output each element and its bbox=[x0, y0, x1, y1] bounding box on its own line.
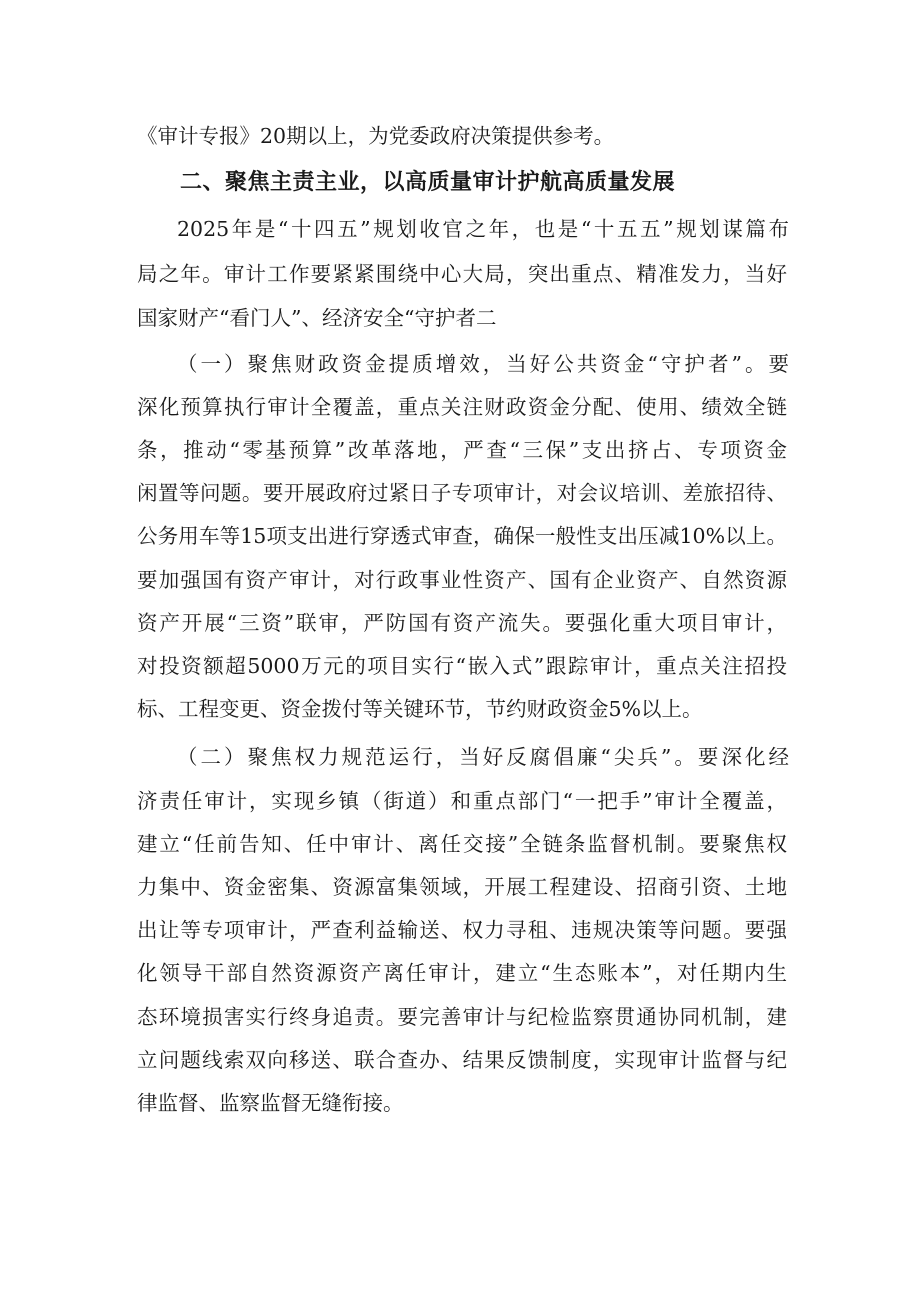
paragraph-2-line-3: 条，推动“零基预算”改革落地，严查“三保”支出挤占、专项资金 bbox=[137, 438, 787, 462]
paragraph-2-line-4: 闲置等问题。要开展政府过紧日子专项审计，对会议培训、差旅招待、 bbox=[137, 481, 787, 505]
paragraph-1-line-3: 国家财产“看门人”、经济安全“守护者二 bbox=[137, 306, 497, 330]
paragraph-3-line-7: 态环境损害实行终身追责。要完善审计与纪检监察贯通协同机制，建 bbox=[137, 1005, 787, 1029]
section-heading: 二、聚焦主责主业，以高质量审计护航高质量发展 bbox=[180, 170, 676, 195]
paragraph-3-line-8: 立问题线索双向移送、联合查办、结果反馈制度，实现审计监督与纪 bbox=[137, 1048, 787, 1072]
paragraph-2-line-1: （一）聚焦财政资金提质增效，当好公共资金“守护者”。要 bbox=[177, 352, 789, 376]
paragraph-2-line-6: 要加强国有资产审计，对行政事业性资产、国有企业资产、自然资源 bbox=[137, 568, 787, 592]
paragraph-1-line-1: 2025年是“十四五”规划收官之年，也是“十五五”规划谋篇布 bbox=[177, 217, 789, 241]
paragraph-3-line-3: 建立“任前告知、任中审计、离任交接”全链条监督机制。要聚焦权 bbox=[137, 832, 787, 856]
paragraph-2-line-7: 资产开展“三资”联审，严防国有资产流失。要强化重大项目审计， bbox=[137, 611, 787, 635]
paragraph-3-line-1: （二）聚焦权力规范运行，当好反腐倡廉“尖兵”。要深化经 bbox=[177, 745, 789, 769]
paragraph-2-line-5: 公务用车等15项支出进行穿透式审查，确保一般性支出压减10%以上。 bbox=[137, 524, 787, 548]
paragraph-3-line-4: 力集中、资金密集、资源富集领域，开展工程建设、招商引资、土地 bbox=[137, 875, 787, 899]
paragraph-2-line-8: 对投资额超5000万元的项目实行“嵌入式”跟踪审计，重点关注招投 bbox=[137, 654, 787, 678]
intro-tail-line: 《审计专报》20期以上，为党委政府决策提供参考。 bbox=[137, 124, 615, 148]
paragraph-3-line-2: 济责任审计，实现乡镇（街道）和重点部门“一把手”审计全覆盖， bbox=[137, 789, 787, 813]
paragraph-2-line-9: 标、工程变更、资金拨付等关键环节，节约财政资金5%以上。 bbox=[137, 697, 703, 721]
paragraph-3-line-9: 律监督、监察监督无缝衔接。 bbox=[137, 1091, 404, 1115]
paragraph-1-line-2: 局之年。审计工作要紧紧围绕中心大局，突出重点、精准发力，当好 bbox=[137, 262, 787, 286]
paragraph-3-line-6: 化领导干部自然资源资产离任审计，建立“生态账本”，对任期内生 bbox=[137, 961, 787, 985]
paragraph-2-line-2: 深化预算执行审计全覆盖，重点关注财政资金分配、使用、绩效全链 bbox=[137, 395, 787, 419]
paragraph-3-line-5: 出让等专项审计，严查利益输送、权力寻租、违规决策等问题。要强 bbox=[137, 918, 787, 942]
